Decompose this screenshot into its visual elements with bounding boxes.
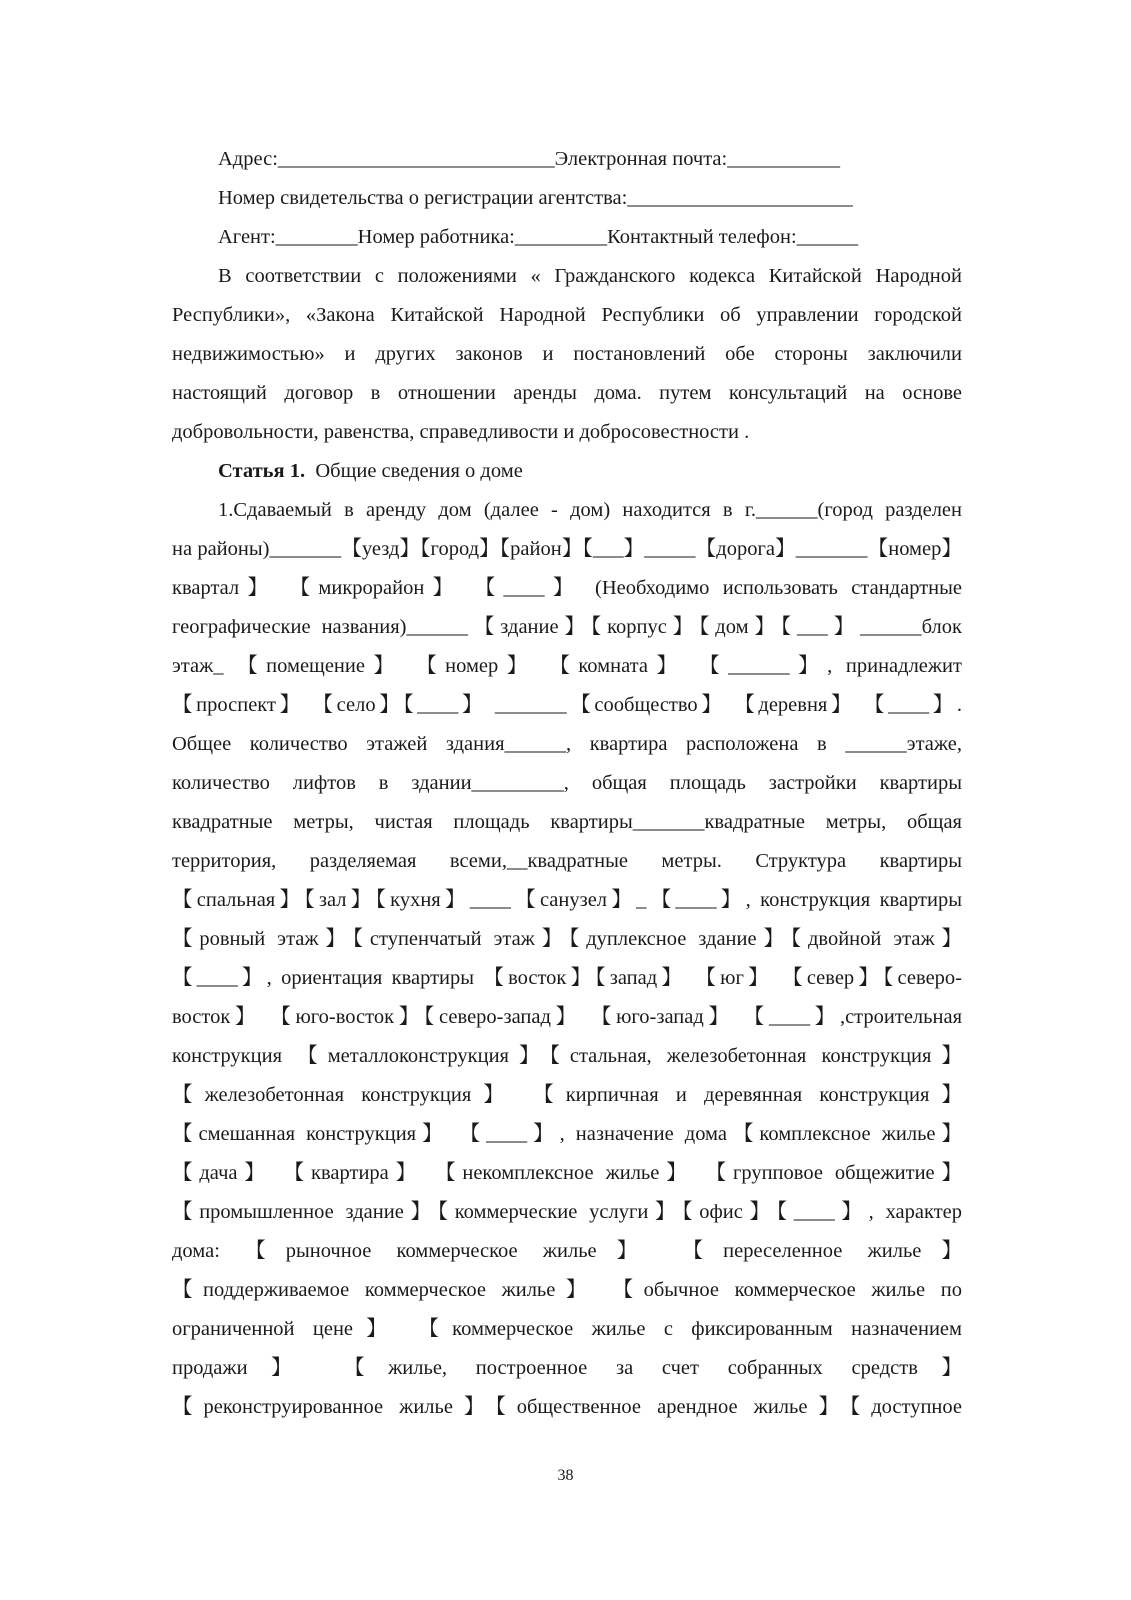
article-label: Статья 1. [218,460,306,482]
body-text-line: 【реконструированное жилье】【общественное арендное жилье】【доступное [172,1396,962,1418]
body-text-line: 【спальная】【зал】【кухня】____【санузел】_【____】, конструкция квартиры [172,889,962,911]
body-text-line: Республики», «Закона Китайской Народной Республики об управлении городской [172,304,962,326]
body-text-line: конструкция 【металлоконструкция】【стальная, железобетонная конструкция】 [172,1045,962,1067]
body-text-line: Общее количество этажей здания______, квартира расположена в ______этаже, [172,733,962,755]
body-text-line: 【ровный этаж】【ступенчатый этаж】【дуплексное здание】【двойной этаж】 [172,928,962,950]
body-text-line: квадратные метры, чистая площадь квартиры_______квадратные метры, общая [172,811,962,833]
body-text-line: В соответствии с положениями « Гражданского кодекса Китайской Народной [218,265,962,287]
body-text-line: ограниченной цене】 【коммерческое жилье с фиксированным назначением [172,1318,962,1340]
body-text-line: 【поддерживаемое коммерческое жилье】 【обычное коммерческое жилье по [172,1279,962,1301]
body-text-line: территория, разделяемая всеми,__квадратные метры. Структура квартиры [172,850,962,872]
body-text-line: этаж_ 【помещение】 【номер】 【комната】 【______】, принадлежит [172,655,962,677]
article-title: Общие сведения о доме [315,460,523,482]
body-text-line: 【промышленное здание】【коммерческие услуги】【офис】【____】, характер [172,1201,962,1223]
body-text-line: недвижимостью» и других законов и постановлений обе стороны заключили [172,343,962,365]
body-text-line: количество лифтов в здании_________, общая площадь застройки квартиры [172,772,962,794]
body-text-line: дома: 【рыночное коммерческое жилье】 【переселенное жилье】 [172,1240,962,1262]
body-text-line: настоящий договор в отношении аренды дома. путем консультаций на основе [172,382,962,404]
body-text-line: продажи】 【жилье, построенное за счет собранных средств】 [172,1357,962,1379]
address-line: Адрес:___________________________Электронная почта:___________ [218,148,840,170]
body-text-line: 【дача】 【квартира】 【некомплексное жилье】 【групповое общежитие】 [172,1162,962,1184]
body-text-line: 1.Сдаваемый в аренду дом (далее - дом) находится в г.______(город разделен [218,499,962,521]
body-text-line: 【смешанная конструкция】 【____】, назначение дома【комплексное жилье】 [172,1123,962,1145]
agent-line: Агент:________Номер работника:_________Контактный телефон:______ [218,226,859,248]
article-heading [218,457,962,485]
body-text-line: 【проспект】 【село】【____】 _______【сообщество】 【деревня】 【____】. [172,694,962,716]
body-text-line: квартал】 【микрорайон】 【____】 (Необходимо использовать стандартные [172,577,962,599]
body-text-line: на районы)_______【уезд】【город】【район】【___】_____【дорога】_______【номер】 [172,538,962,560]
body-text-line: восток】 【юго-восток】【северо-запад】 【юго-запад】 【____】,строительная [172,1006,962,1028]
page-number: 38 [557,1467,574,1484]
body-text-line: 【железобетонная конструкция】 【кирпичная и деревянная конструкция】 [172,1084,962,1106]
body-text-line: 【____】, ориентация квартиры 【восток】【запад】 【юг】 【север】【северо- [172,967,962,989]
body-text-line: добровольности, равенства, справедливости и добросовестности . [172,421,750,443]
agency-certificate-line: Номер свидетельства о регистрации агентства:______________________ [218,187,853,209]
body-text-line: географические названия)______【здание】【корпус】【дом】【___】______блок [172,616,962,638]
